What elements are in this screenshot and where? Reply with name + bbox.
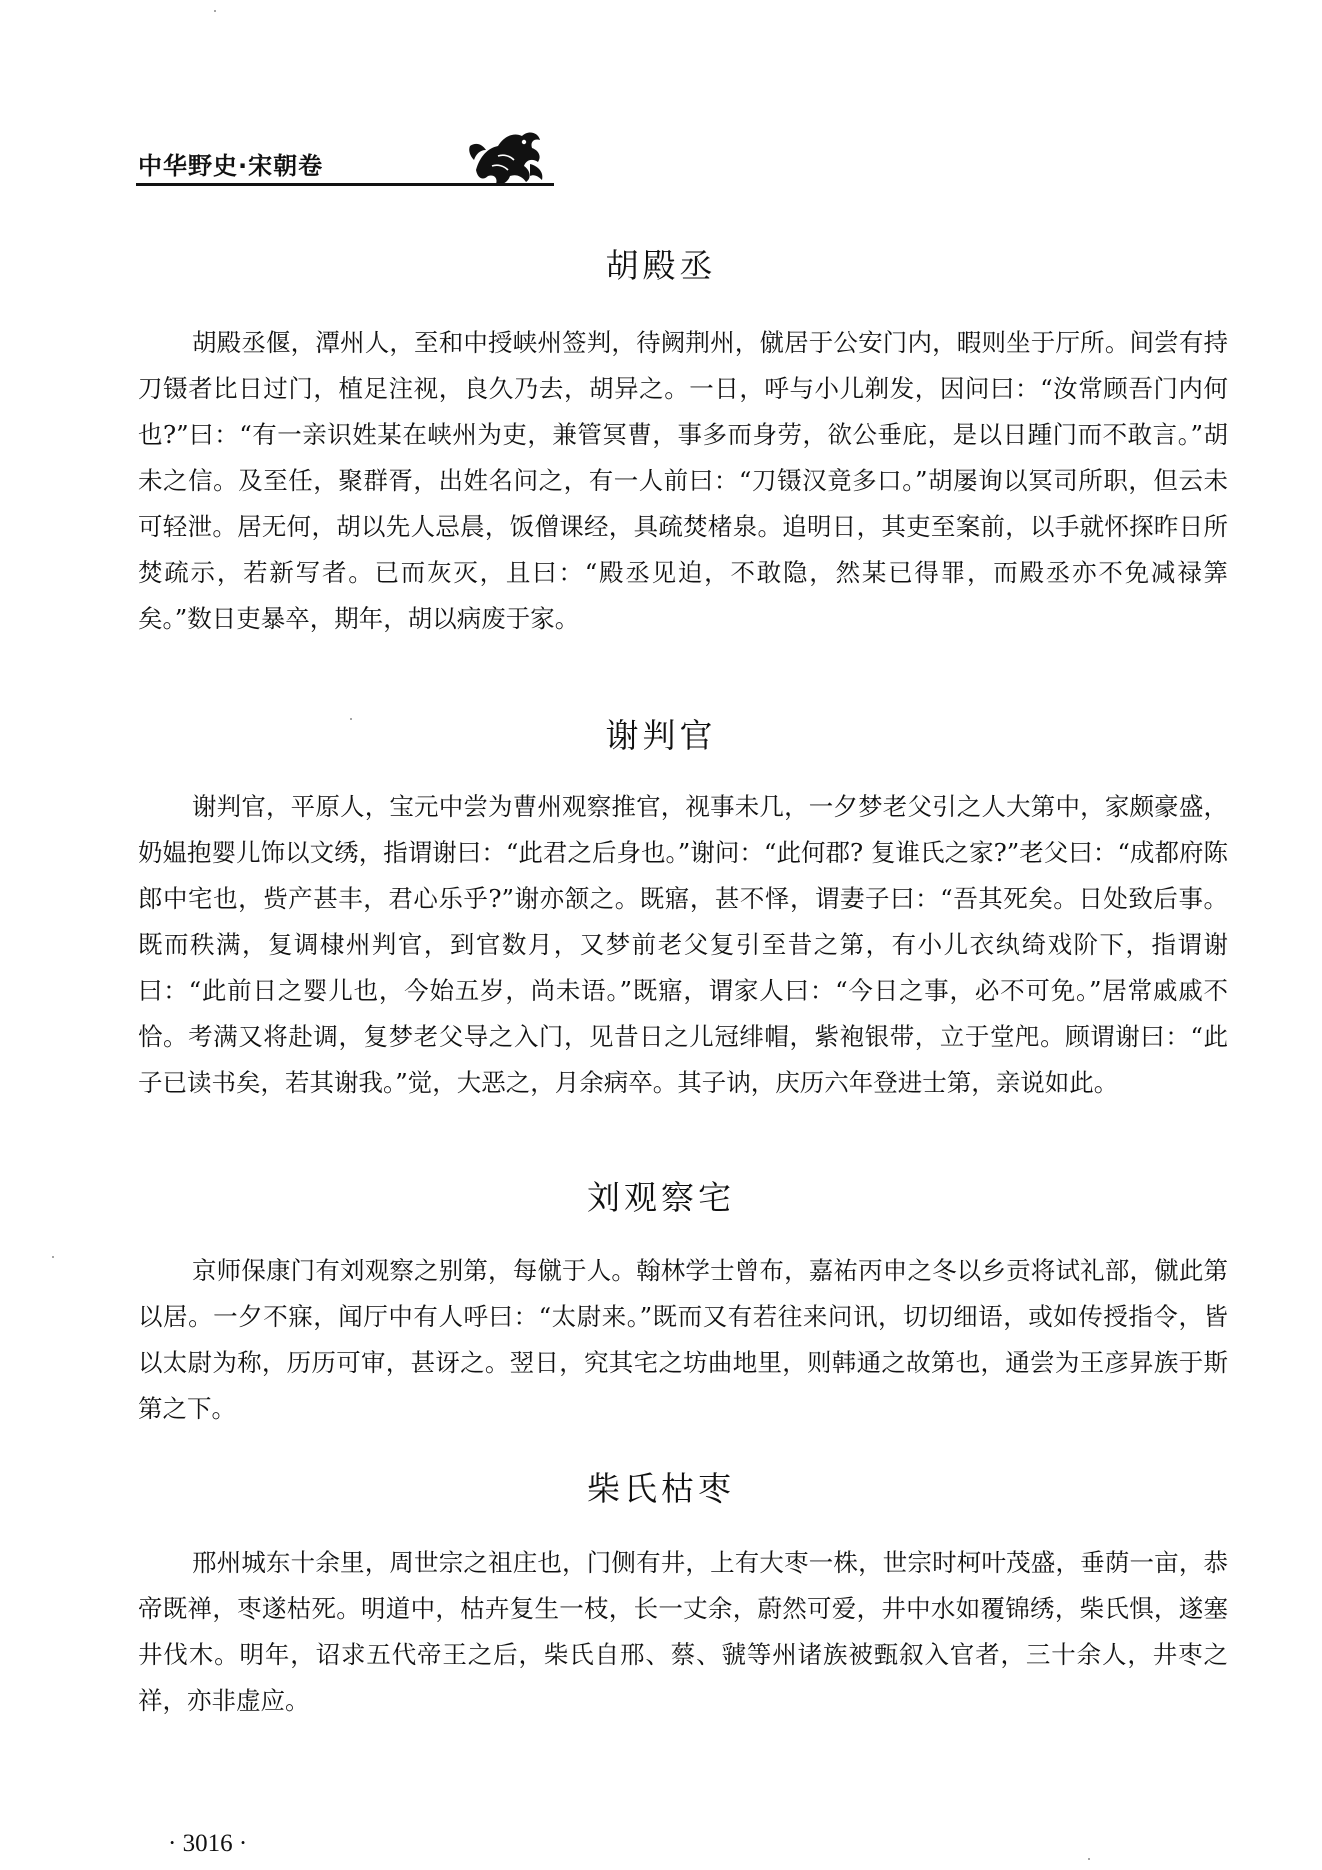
section-title: 刘观察宅 <box>587 1178 735 1217</box>
scan-speck <box>214 10 216 12</box>
dragon-ornament-icon <box>468 126 548 188</box>
section-title: 谢判官 <box>605 716 717 755</box>
section-title: 胡殿丞 <box>605 246 717 285</box>
section-body: 谢判官，平原人，宝元中尝为曹州观察推官，视事未几，一夕梦老父引之人大第中，家颇豪盛，奶媪抱婴儿饰以文绣，指谓谢曰：“此君之后身也。”谢问：“此何郡? 复谁氏之家?”老父曰：“成都府陈郎中宅也，赀产甚丰，君心乐乎?”谢亦颔之。既寤，甚不怿，谓妻子曰：“吾其死矣。日处致后事。既而秩满，复调棣州判官，到官数月，又梦前老父复引至昔之第，有小儿衣纨绮戏阶下，指谓谢曰：“此前日之婴儿也，今始五岁，尚未语。”既寤，谓家人曰：“今日之事，必不可免。”居常戚戚不恰。考满又将赴调，复梦老父导之入门，见昔日之儿冠绯帽，紫袍银带，立于堂戺。顾谓谢曰：“此子已读书矣，若其谢我。”觉，大恶之，月余病卒。其子讷，庆历六年登进士第，亲说如此。 <box>138 792 1228 1097</box>
section-body: 胡殿丞偃，潭州人，至和中授峡州签判，待阙荆州，僦居于公安门内，暇则坐于厅所。间尝有持刀镊者比日过门，植足注视，良久乃去，胡异之。一日，呼与小儿剃发，因问曰：“汝常顾吾门内何也?”曰：“有一亲识姓某在峡州为吏，兼管冥曹，事多而身劳，欲公垂庇，是以日踵门而不敢言。”胡未之信。及至任，聚群胥，出姓名问之，有一人前曰：“刀镊汉竟多口。”胡屡询以冥司所职，但云未可轻泄。居无何，胡以先人忌晨，饭僧课经，具疏焚楮泉。追明日，其吏至案前，以手就怀探昨日所焚疏示，若新写者。已而灰灭，且曰：“殿丞见迫，不敢隐，然某已得罪，而殿丞亦不免减禄筭矣。”数日吏暴卒，期年，胡以病废于家。 <box>138 328 1228 633</box>
page-number: · 3016 · <box>168 1830 248 1857</box>
section-body: 邢州城东十余里，周世宗之祖庄也，门侧有井，上有大枣一株，世宗时柯叶茂盛，垂荫一亩，恭帝既禅，枣遂枯死。明道中，枯卉复生一枝，长一丈余，蔚然可爱，井中水如覆锦绣，柴氏惧，遂塞井伐木。明年，诏求五代帝王之后，柴氏自邢、蔡、虢等州诸族被甄叙入官者，三十余人，井枣之祥，亦非虚应。 <box>138 1548 1228 1715</box>
section-title: 柴氏枯枣 <box>587 1469 735 1508</box>
scan-speck <box>350 718 352 720</box>
running-title: 中华野史·宋朝卷 <box>138 152 324 180</box>
scan-speck <box>1088 1858 1090 1860</box>
scan-speck <box>52 1256 54 1258</box>
header-rule <box>136 183 554 186</box>
running-header <box>138 138 558 188</box>
section-body: 京师保康门有刘观察之别第，每僦于人。翰林学士曾布，嘉祐丙申之冬以乡贡将试礼部，僦此第以居。一夕不寐，闻厅中有人呼曰：“太尉来。”既而又有若往来问讯，切切细语，或如传授指令，皆以太尉为称，历历可审，甚讶之。翌日，究其宅之坊曲地里，则韩通之故第也，通尝为王彦昇族于斯第之下。 <box>138 1256 1228 1423</box>
